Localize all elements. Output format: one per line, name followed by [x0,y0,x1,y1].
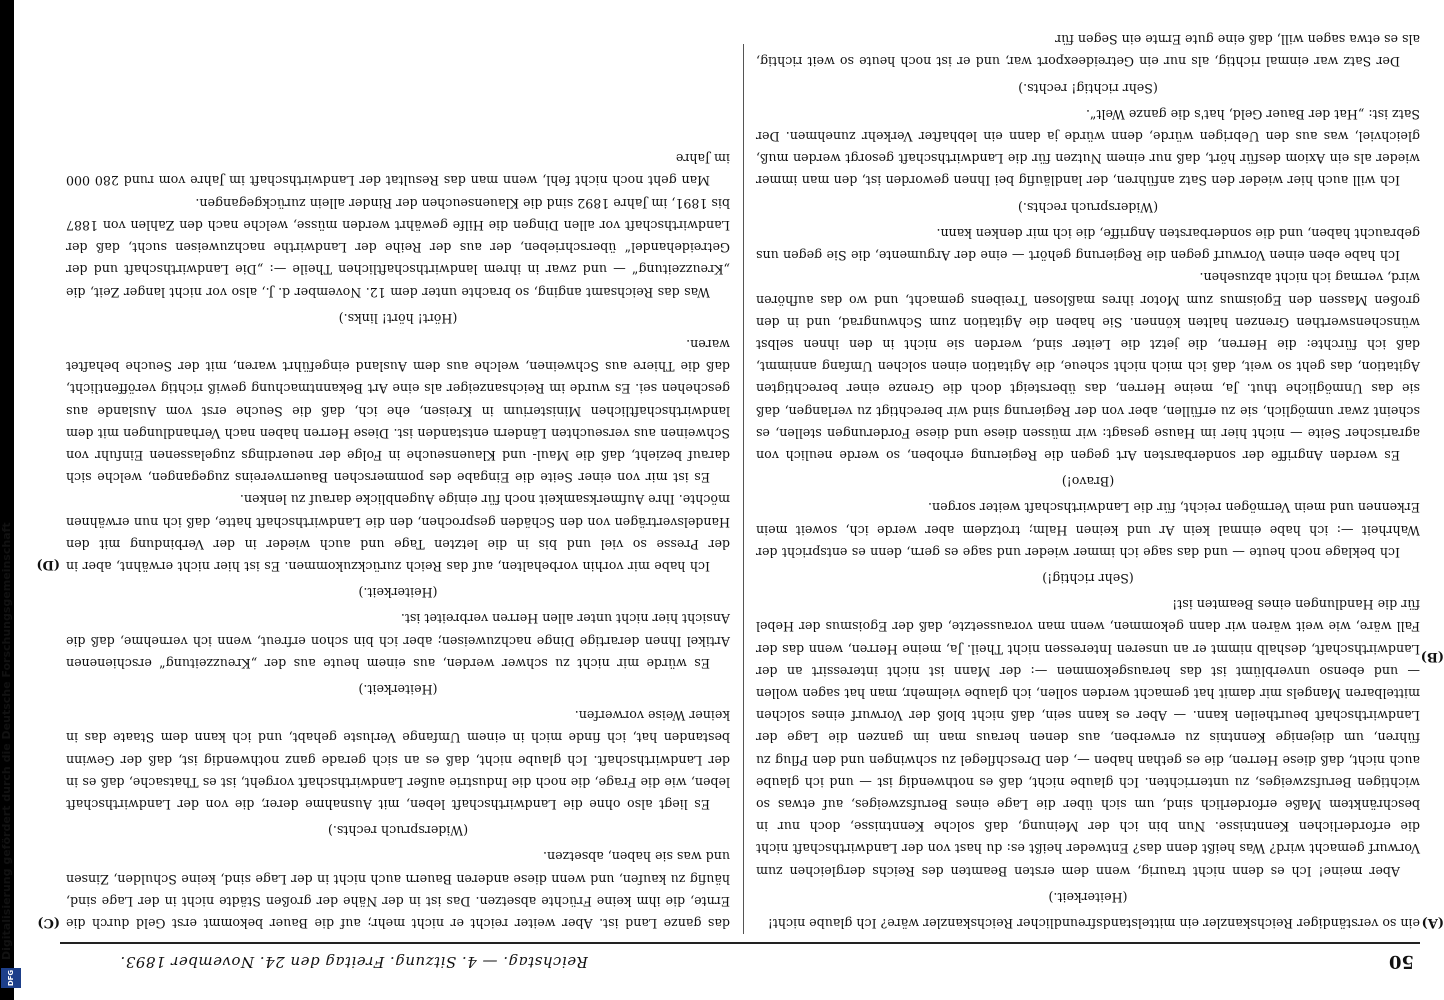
page [36,32,1444,980]
remark: (Heiterkeit.) [1048,889,1128,905]
dfg-logo: DFG [1,968,21,988]
margin-marker-b: (B) [1420,649,1444,664]
paragraph: Es ist mir von einer Seite die Eingabe des pommerschen Bauernvereins zugegangen, welche sich darauf bezieht, daß die Maul- und Klauenseuche in Folge der neuerdings zugelassenen Einfuhr von Schweinen aus verseuchten Ländern entstanden ist. Diese Herren haben nach Verhandlungen mit dem landwirthschaftlichen Ministerium in Kreisen, ehe ich, daß die Seuche erst vom Auslande aus geschehen sei. Es wurde im Reichsanzeiger als eine Art Bekanntmachung gewiß richtig veröffentlicht, daß die Thiere aus Schweinen, welche aus dem Ausland eingeführt waren, mit der Seuche behaftet waren. [66,336,730,486]
paragraph: Ich will auch hier wieder den Satz anführen, der landläufig bei Ihnen geworden ist, den man immer wieder als ein Axiom desfür hört, daß nur einem Nutzen für die Landwirthschaft gesorgt werden muß, gleichviel, was aus den Uebrigen würde, denn würde ja dann ein lebhafter Verkehr zunehmen. Der Satz ist: „Hat der Bauer Geld, hat's die ganze Welt“. [756,106,1420,189]
remark: (Bravo!) [1061,474,1115,490]
paragraph: das ganze Land ist. Aber weiter reicht er nicht mehr; auf die Bauer bekommt erst Geld durch die Ernte, die ihm keine Früchte absetzen. Das ist in der Nähe der großen Städte nicht in der Lage sind, häufig zu kaufen, und wenn diese anderen Bauern auch nicht in der Lage sind, keine Schulden, Zinsen und was sie haben, absetzen. [66,849,730,931]
page-number: 50 [1388,951,1414,973]
paragraph: ein so verständiger Reichskanzler ein mittelstandsfreundlicher Reichskanzler wäre? Ich glaube nicht! [767,916,1420,931]
page-header [60,942,1420,980]
left-column [756,32,1420,934]
paragraph: Der Satz war einmal richtig, als nur ein Getreideexport war, und er ist noch heute so weit richtig, als es etwa sagen will, daß eine gute Ernte ein Segen für [756,32,1420,70]
remark: (Widerspruch rechts.) [327,823,469,839]
paragraph: Es werden Angriffe der sonderbarsten Art gegen die Regierung erhoben, so werde neulich von agrarischer Seite — nicht hier im Hause gesagt: wir müssen diese und diese Forderungen stellen, es scheint zwar unmöglich, sie zu erfüllen, aber von der Regierung sind wir berechtigt zu verlangen, daß sie das Unmögliche thut. Ja, meine Herren, das übersteigt doch die Grenze einer berechtigten Agitation, das geht so weit, daß ich mich nicht scheue, die Agitation einen solchen Umfang annimmt, daß ich fürchte: die Herren, die jetzt die Leiter sind, werden sie nicht in den ihnen selbst wünschenswerthen Grenzen halten können. Sie haben die Agitation zum Schwungrad, und in den großen Massen den Egoismus zum Motor ihres maßlosen Treibens gemacht, und wo das aufhören wird, vermag ich nicht abzusehen. [756,270,1420,463]
paragraph: Ich beklage noch heute — und das sage ich immer wieder und sage es gern, denn es entspricht der Wahrheit —: ich habe einmal kein Ar und keinen Halm; trotzdem aber werde ich, soweit mein Erkennen und mein Vermögen reicht, für die Landwirthschaft weiter sorgen. [756,500,1420,560]
margin-marker-a: (A) [1421,915,1444,930]
remark: (Heiterkeit.) [358,585,438,601]
paragraph: Ich habe mir vorhin vorbehalten, auf das Reich zurückzukommen. Es ist hier nicht erwähnt, aber in der Presse so viel und bis in die letzten Tage und auch wieder in der Verbindung mit den Handelsverträgen von den Schäden gesprochen, den die Landwirthschaft hatte, daß ich nun erwähnen möchte. Ihre Aufmerksamkeit noch für einige Augenblicke darauf zu lenken. [66,492,730,574]
paragraph: Aber meine! Ich es denn nicht traurig, wenn dem ersten Beamten des Reichs dergleichen zum Vorwurf gemacht wird? Was heißt denn das? Entweder heißt es: du hast von der Landwirthschaft nicht die erforderlichen Kenntnisse. Nun bin ich der Meinung, daß solche Kenntnisse, doch nur in beschränktem Maße erforderlich sind, um sich über die Lage eines Berufszweiges, auf etwas so wichtigen Berufszweiges, zu unterrichten. Ich glaube nicht, daß es nothwendig ist — und ich glaube auch nicht, daß diese Herren, die es gethan haben —, den Dreschflegel zu schwingen und den Pflug zu führen, um diejenige Kenntnis zu erwerben, aus denen heraus man im ganzen die Lage der Landwirthschaft beurtheilen kann. — Aber es kann sein, daß nicht bloß der Vorwurf eines solchen mittelbaren Mangels mir damit hat gemacht werden sollen, ich glaube vielmehr, man hat sagen wollen — und ebenso unverblümt ist das herausgekommen —: der Mann ist nicht interessirt an der Landwirthschaft, deshalb nimmt er an unseren Interessen nicht Theil. Ja, meine Herren, wenn das der Fall wäre, wie weit wären wir dann gekommen, wenn man voraussetzte, daß der Egoismus der Hebel für die Handlungen eines Beamten ist! [756,597,1420,879]
remark: (Widerspruch rechts.) [1017,199,1159,215]
column-divider [743,44,744,934]
remark: (Sehr richtig! rechts.) [1018,80,1158,96]
paragraph: Man geht noch nicht fehl, wenn man das Resultat der Landwirthschaft im Jahre vom rund 280 000 im Jahre [66,151,730,189]
remark: (Hört! hört! links.) [338,310,458,326]
paragraph: Was das Reichsamt anging, so brachte unter dem 12. November d. J., also vor nicht langer Zeit, die „Kreuzzeitung“ — und zwar in ihrem landwirthschaftlichen Theile —: „Die Landwirthschaft und der Getreidehandel“ überschrieben, der aus der Reihe der Landwirthe nachzuweisen sucht, daß der Landwirthschaft vor allen Dingen die Hilfe gewährt werden müsse, welche nach den Zahlen von 1887 bis 1891, im Jahre 1892 sind die Klauenseuchen der Rinder allein zurückgegangen. [66,195,730,300]
paragraph: Es würde mir nicht zu schwer werden, aus einem heute aus der „Kreuzzeitung“ erschienenen Artikel Ihnen derartige Dinge nachzuweisen; aber ich bin schon erfreut, wenn ich vernehme, daß die Ansicht hier nicht unter allen Herren verbreitet ist. [66,611,730,671]
paragraph: Es liegt also ohne die Landwirthschaft leben, mit Ausnahme derer, die von der Landwirthschaft leben, wie die Frage, die noch die Industrie außer Landwirthschaft vorgeht, ist es Thatsache, daß es in der Landwirthschaft. Ich glaube nicht, daß es an sich gerade ganz nothwendig ist, daß der Gewinn bestanden hat, ich finde mich in einem Umfange Verluste gehabt, und ich kann dem Staate das in keiner Weise vorwerfen. [66,708,730,812]
digitization-credit: Digitalisierung gefördert durch die Deutsche Forschungsgemeinschaft [0,522,13,960]
remark: (Sehr richtig!) [1042,570,1134,586]
rotated-page-content [36,32,1444,980]
sidebar [0,0,24,1000]
margin-marker-d: (D) [36,557,60,572]
remark: (Heiterkeit.) [358,681,438,697]
paragraph: Ich habe eben einen Vorwurf gegen die Regierung gehört — eine der Argumente, die Sie gegen uns gebraucht haben, und die sonderbarsten Angriffe, die ich mir denken kann. [756,225,1420,264]
running-title: Reichstag. — 4. Sitzung. Freitag den 24. November 1893. [120,953,588,971]
right-column [66,44,730,934]
margin-marker-c: (C) [37,915,60,930]
